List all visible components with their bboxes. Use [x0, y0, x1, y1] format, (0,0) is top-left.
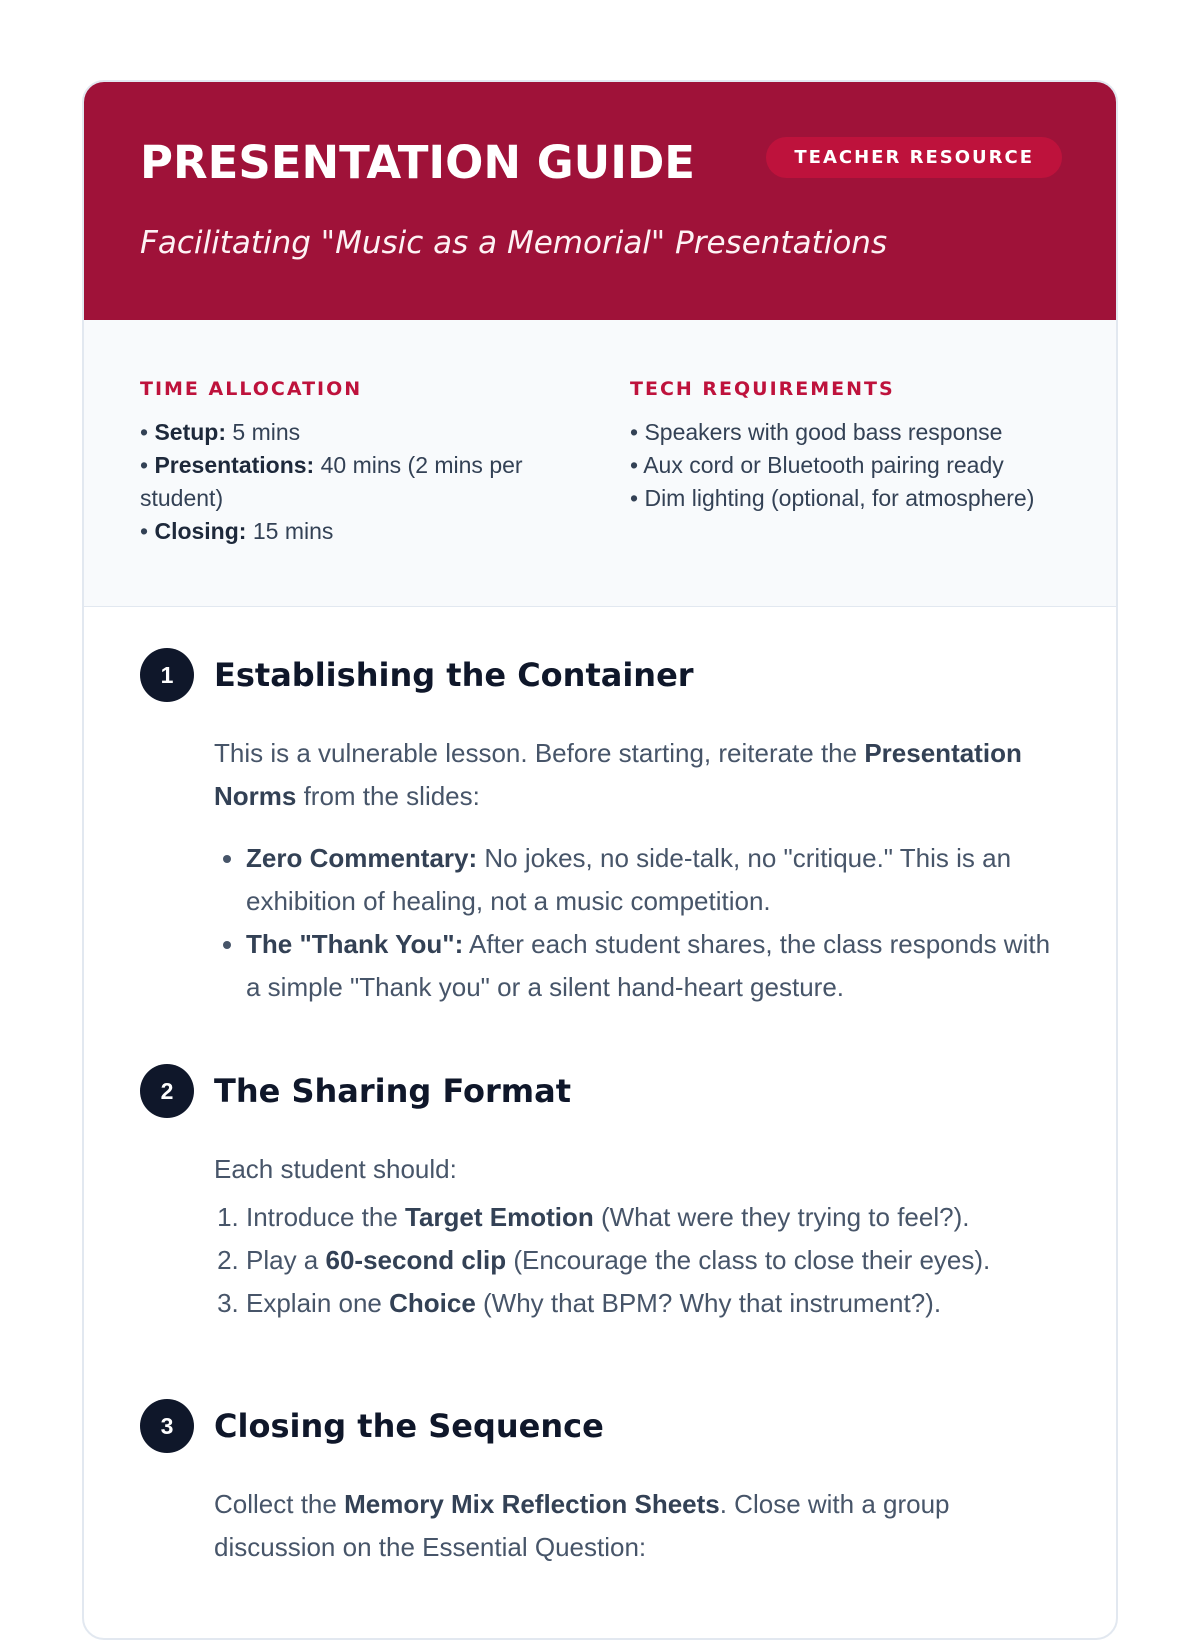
intro-emphasis: Presentation Norms	[214, 738, 1022, 811]
teacher-resource-badge: TEACHER RESOURCE	[766, 137, 1062, 178]
time-item-term: Closing:	[154, 518, 247, 544]
tech-item: • Dim lighting (optional, for atmosphere)	[630, 485, 1035, 511]
tech-item-text: Aux cord or Bluetooth pairing ready	[643, 452, 1004, 478]
time-item-value: 15 mins	[246, 518, 334, 544]
section-closing-sequence	[140, 1399, 1070, 1569]
page-title: PRESENTATION GUIDE	[140, 136, 696, 189]
section-heading	[140, 648, 1070, 702]
list-item-text: Introduce the	[246, 1202, 405, 1232]
intro-text: from the slides:	[296, 781, 480, 811]
page-subtitle: Facilitating "Music as a Memorial" Presentations	[140, 225, 888, 261]
section-intro: Each student should:	[214, 1154, 457, 1184]
section-establishing-container	[140, 648, 1070, 1009]
intro-text: Collect the	[214, 1489, 345, 1519]
time-allocation-block	[140, 378, 570, 548]
list-item-emphasis: 60-second clip	[325, 1245, 507, 1275]
step-number-badge: 1	[140, 648, 194, 702]
time-item-value: 5 mins	[226, 419, 301, 445]
intro-text: . Close with a group discussion on the Essential Question:	[214, 1489, 950, 1562]
tech-item: • Speakers with good bass response	[630, 419, 1003, 445]
step-number-badge: 3	[140, 1399, 194, 1453]
tech-requirements-block	[630, 378, 1060, 515]
tech-requirements-label: TECH REQUIREMENTS	[630, 378, 895, 400]
intro-text: This is a vulnerable lesson. Before starting, reiterate the	[214, 738, 865, 768]
norms-list	[214, 837, 1070, 1009]
list-item-emphasis: Target Emotion	[405, 1202, 594, 1232]
time-allocation-label: TIME ALLOCATION	[140, 378, 363, 400]
section-body	[214, 732, 1070, 1009]
section-title: Closing the Sequence	[214, 1407, 604, 1445]
section-title: The Sharing Format	[214, 1072, 572, 1110]
header-banner	[84, 82, 1116, 320]
list-item	[246, 1196, 1070, 1239]
tech-item: • Aux cord or Bluetooth pairing ready	[630, 452, 1004, 478]
list-item-term: The "Thank You":	[246, 929, 464, 959]
list-item-text: No jokes, no side-talk, no "critique." This is an exhibition of healing, not a music competition.	[246, 843, 1012, 916]
section-intro	[214, 1483, 1070, 1569]
intro-emphasis: Memory Mix Reflection Sheets	[344, 1489, 720, 1519]
list-item	[246, 1239, 1070, 1282]
list-item-emphasis: Choice	[389, 1288, 476, 1318]
list-item-text: After each student shares, the class responds with a simple "Thank you" or a silent hand-heart gesture.	[246, 929, 1051, 1002]
time-item-term: Setup:	[154, 419, 227, 445]
list-item-text: (Why that BPM? Why that instrument?).	[475, 1288, 942, 1318]
section-heading	[140, 1064, 1070, 1118]
list-item-text: Explain one	[246, 1288, 390, 1318]
section-body	[214, 1483, 1070, 1569]
list-item	[246, 837, 1070, 923]
list-item-text: Play a	[246, 1245, 326, 1275]
list-item	[246, 1282, 1070, 1325]
step-number-badge: 2	[140, 1064, 194, 1118]
section-heading	[140, 1399, 1070, 1453]
tech-item-text: Dim lighting (optional, for atmosphere)	[644, 485, 1035, 511]
section-title: Establishing the Container	[214, 656, 694, 694]
info-panel	[84, 320, 1116, 607]
time-item-closing: • Closing: 15 mins	[140, 518, 334, 544]
list-item-text: (What were they trying to feel?).	[593, 1202, 970, 1232]
list-item-text: (Encourage the class to close their eyes).	[506, 1245, 991, 1275]
section-intro	[214, 732, 1070, 818]
time-item-term: Presentations:	[154, 452, 315, 478]
list-item	[246, 923, 1070, 1009]
presentation-guide-card	[82, 80, 1118, 1640]
section-body	[214, 1148, 1070, 1325]
time-item-value: 40 mins (2 mins per student)	[140, 452, 523, 511]
sharing-steps-list	[214, 1196, 1070, 1325]
tech-item-text: Speakers with good bass response	[644, 419, 1003, 445]
time-item-presentations: • Presentations: 40 mins (2 mins per student)	[140, 452, 523, 511]
section-sharing-format	[140, 1064, 1070, 1325]
list-item-term: Zero Commentary:	[246, 843, 478, 873]
time-item-setup: • Setup: 5 mins	[140, 419, 301, 445]
